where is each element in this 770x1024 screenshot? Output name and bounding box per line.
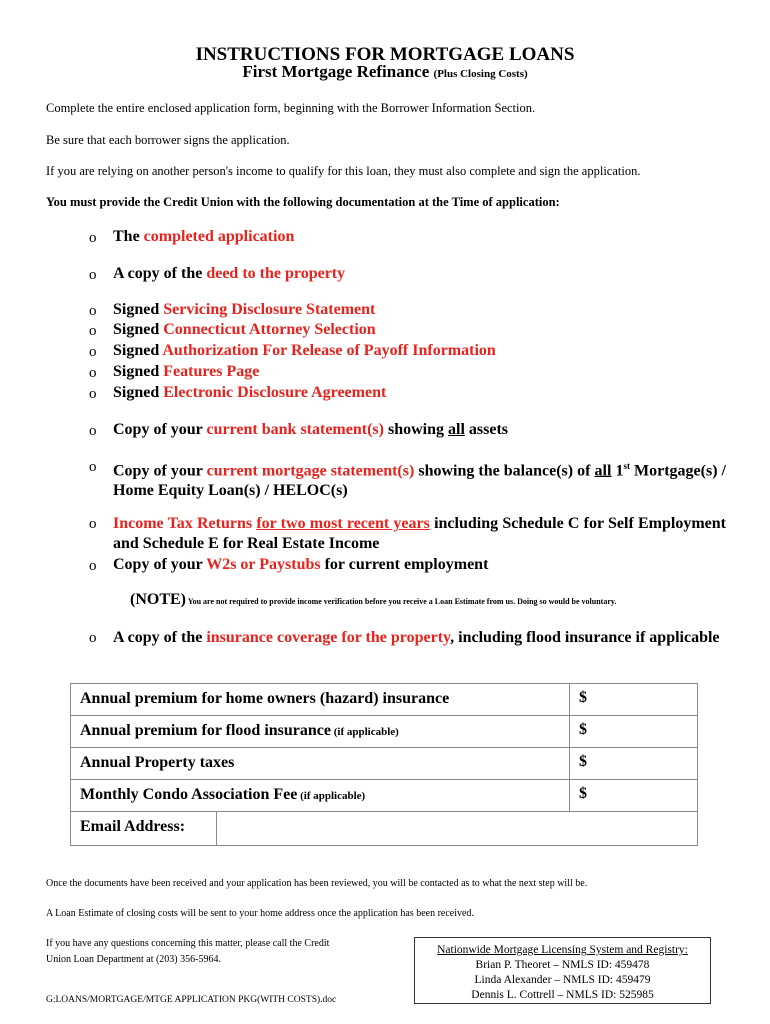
bullet-8: o: [89, 423, 97, 439]
row-label: Annual premium for home owners (hazard) insurance: [80, 690, 450, 707]
bullet-4: o: [89, 323, 97, 339]
nmls-entry: Dennis L. Cottrell – NMLS ID: 525985: [471, 989, 654, 1001]
item-mortgage-statements: Copy of your current mortgage statement(s) showing the balance(s) of all 1st Mortgage(s) / Home Equity Loan(s) / HELOC(s): [113, 461, 726, 500]
property-taxes-amount-field[interactable]: $: [579, 753, 587, 770]
intro-paragraph-1: Complete the entire enclosed application form, beginning with the Borrower Information Section.: [46, 101, 536, 115]
footer-contact-line-2: Union Loan Department at (203) 356-5964.: [46, 954, 221, 965]
row-label: Annual premium for flood insurance (if applicable): [80, 722, 399, 739]
row-label: Monthly Condo Association Fee (if applicable): [80, 786, 366, 803]
hazard-insurance-amount-field[interactable]: $: [579, 689, 587, 706]
footer-paragraph-2: A Loan Estimate of closing costs will be sent to your home address once the application has been received.: [46, 908, 474, 919]
bullet-3: o: [89, 303, 97, 319]
bullet-9: o: [89, 459, 97, 475]
nmls-entry: Linda Alexander – NMLS ID: 459479: [474, 974, 651, 986]
bullet-1: o: [89, 230, 97, 246]
intro-paragraph-2: Be sure that each borrower signs the application.: [46, 133, 290, 147]
bullet-12: o: [89, 630, 97, 646]
item-w2s-paystubs: Copy of your W2s or Paystubs for current employment: [113, 556, 489, 573]
bullet-6: o: [89, 365, 97, 381]
item-servicing-disclosure: Signed Servicing Disclosure Statement: [113, 301, 376, 318]
email-row: [70, 811, 698, 846]
subtitle-text: First Mortgage Refinance: [242, 62, 430, 81]
item-income-tax-returns: Income Tax Returns for two most recent years including Schedule C for Self Employment and Schedule E for Real Estate Income: [113, 515, 727, 552]
item-payoff-authorization: Signed Authorization For Release of Payoff Information: [113, 342, 496, 359]
table-row: [70, 747, 698, 780]
flood-insurance-amount-field[interactable]: $: [579, 721, 587, 738]
item-attorney-selection: Signed Connecticut Attorney Selection: [113, 321, 376, 338]
bullet-11: o: [89, 558, 97, 574]
email-field[interactable]: [217, 811, 698, 846]
item-electronic-disclosure: Signed Electronic Disclosure Agreement: [113, 384, 387, 401]
bullet-10: o: [89, 516, 97, 532]
condo-fee-amount-field[interactable]: $: [579, 785, 587, 802]
nmls-box: [414, 937, 711, 1004]
item-deed: A copy of the deed to the property: [113, 265, 346, 282]
footer-paragraph-1: Once the documents have been received and your application has been reviewed, you will be contacted as to what the next step will be.: [46, 878, 588, 889]
bullet-7: o: [89, 386, 97, 402]
footer-contact-line-1: If you have any questions concerning this matter, please call the Credit: [46, 938, 330, 949]
item-insurance-coverage: A copy of the insurance coverage for the property, including flood insurance if applicable: [113, 629, 720, 646]
page-subtitle: [0, 62, 770, 82]
table-row: [70, 715, 698, 748]
nmls-entry: Brian P. Theoret – NMLS ID: 459478: [475, 959, 650, 971]
subtitle-note: (Plus Closing Costs): [433, 68, 528, 80]
nmls-title: Nationwide Mortgage Licensing System and Registry:: [437, 944, 688, 956]
bullet-2: o: [89, 267, 97, 283]
row-label: Annual Property taxes: [80, 754, 235, 771]
bullet-5: o: [89, 344, 97, 360]
table-row: [70, 683, 698, 716]
email-label-cell: Email Address:: [70, 811, 217, 846]
intro-paragraph-3: If you are relying on another person's income to qualify for this loan, they must also complete and sign the application.: [46, 164, 641, 178]
item-completed-application: The completed application: [113, 228, 295, 245]
intro-requirement: You must provide the Credit Union with the following documentation at the Time of application:: [46, 195, 560, 209]
table-row: [70, 779, 698, 812]
document-path: G:LOANS/MORTGAGE/MTGE APPLICATION PKG(WITH COSTS).doc: [46, 995, 337, 1005]
page-title: INSTRUCTIONS FOR MORTGAGE LOANS: [195, 44, 575, 65]
item-features-page: Signed Features Page: [113, 363, 260, 380]
income-note: (NOTE) You are not required to provide income verification before you receive a Loan Estimate from us. Doing so would be voluntary.: [130, 591, 617, 608]
item-bank-statements: Copy of your current bank statement(s) showing all assets: [113, 421, 508, 438]
